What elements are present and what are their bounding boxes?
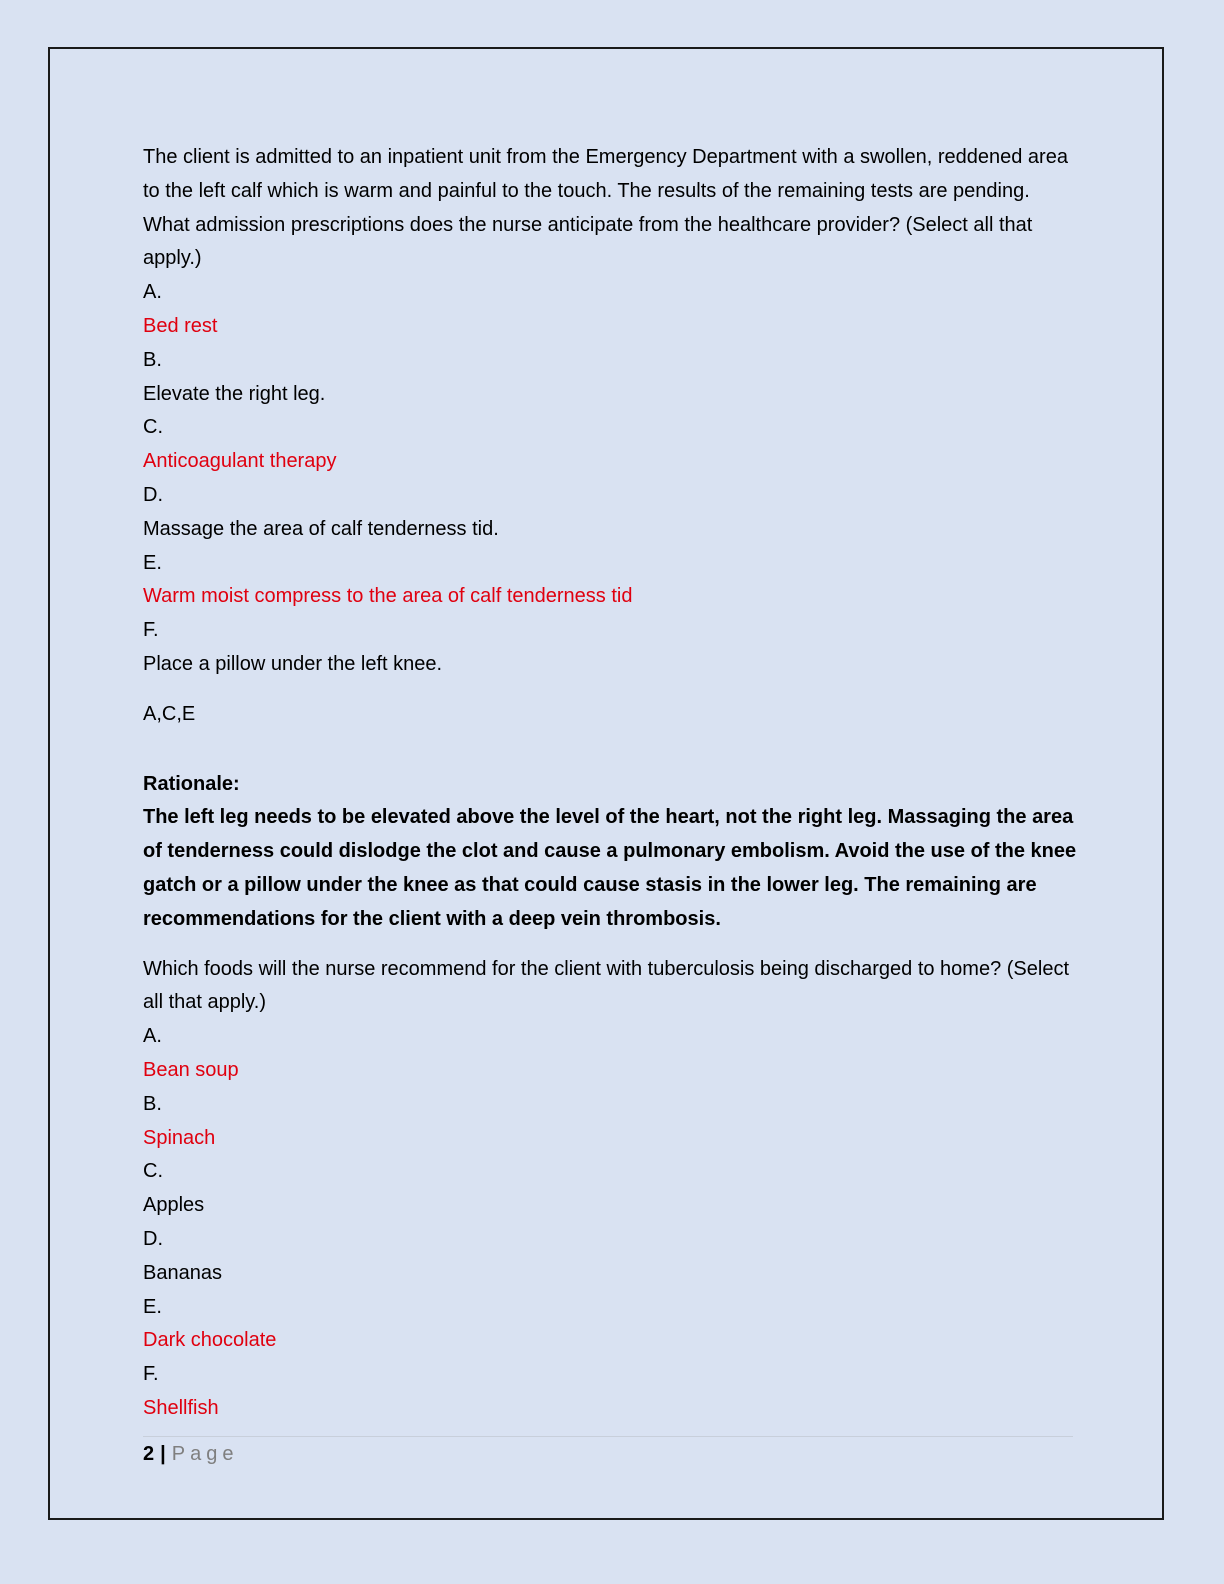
q1-answer: A,C,E [143, 702, 196, 725]
q2-option-a-letter: A. [143, 1025, 162, 1048]
q1-option-e-letter: E. [143, 551, 162, 574]
question-1-stem: The client is admitted to an inpatient unit from the Emergency Department with a swollen, reddened area to the left calf which is warm and painful to the touch. The results of the remaining tests are pending. What admission prescriptions does the nurse anticipate from the healthcare provider? (Select all that apply.) [143, 146, 1068, 270]
rationale-heading: Rationale: [143, 772, 240, 795]
page-label: Page [171, 1443, 239, 1465]
q1-option-b-letter: B. [143, 348, 162, 371]
q1-option-d-text: Massage the area of calf tenderness tid. [143, 517, 499, 540]
q1-option-f-text: Place a pillow under the left knee. [143, 652, 443, 675]
question-2-stem: Which foods will the nurse recommend for the client with tuberculosis being discharged to home? (Select all that apply.) [143, 957, 1070, 1014]
footer-rule [143, 1436, 1073, 1437]
q2-option-a-text: Bean soup [143, 1058, 239, 1081]
q2-option-f-text: Shellfish [143, 1396, 219, 1419]
q2-option-e-text: Dark chocolate [143, 1329, 277, 1352]
q1-option-a-text: Bed rest [143, 314, 218, 337]
q1-option-e-text: Warm moist compress to the area of calf tenderness tid [143, 585, 633, 608]
q2-option-b-text: Spinach [143, 1126, 216, 1149]
q1-option-c-letter: C. [143, 416, 163, 439]
q2-option-c-text: Apples [143, 1194, 205, 1217]
q1-option-c-text: Anticoagulant therapy [143, 450, 337, 473]
q1-option-d-letter: D. [143, 483, 163, 506]
footer-separator: | [160, 1443, 166, 1465]
q2-option-e-letter: E. [143, 1295, 162, 1318]
q1-option-a-letter: A. [143, 281, 162, 304]
document-body [143, 141, 1078, 1426]
q2-option-f-letter: F. [143, 1363, 159, 1386]
page-number: 2 [143, 1443, 155, 1465]
q2-option-c-letter: C. [143, 1160, 163, 1183]
page-footer [143, 1440, 238, 1468]
q2-option-d-text: Bananas [143, 1261, 222, 1284]
q1-option-b-text: Elevate the right leg. [143, 382, 326, 405]
q2-option-b-letter: B. [143, 1092, 162, 1115]
q2-option-d-letter: D. [143, 1227, 163, 1250]
rationale-text: The left leg needs to be elevated above the level of the heart, not the right leg. Massaging the area of tenderness could dislodge the clot and cause a pulmonary embolism. Avoid the use of the knee gatch or a pillow under the knee as that could cause stasis in the lower leg. The remaining are recommendations for the client with a deep vein thrombosis. [143, 806, 1077, 930]
q1-option-f-letter: F. [143, 619, 159, 642]
